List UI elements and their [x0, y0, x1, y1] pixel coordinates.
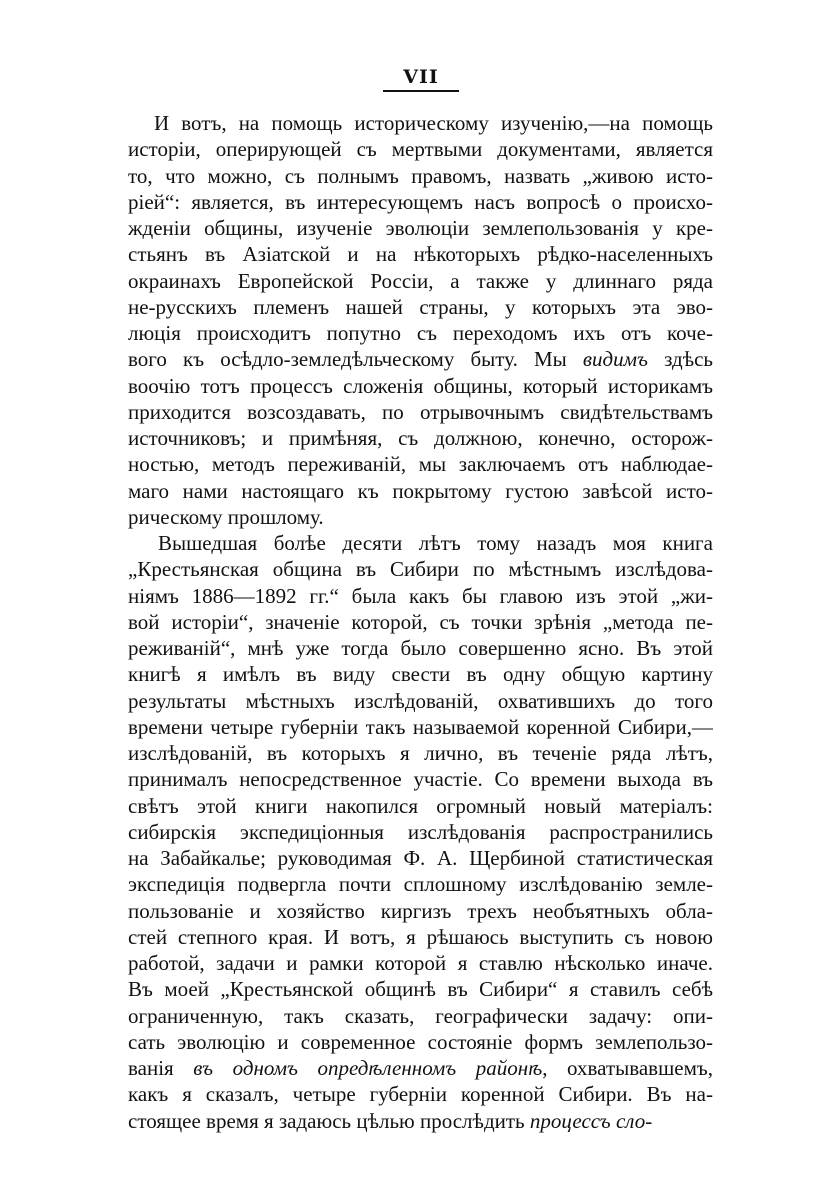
text-segment: окраинахъ Европейской Россіи, а также у длиннаго ряда: [128, 268, 713, 293]
text-line: [128, 189, 713, 215]
text-segment: стьянъ въ Азіатской и на нѣкоторыхъ рѣдко-населенныхъ: [128, 242, 713, 267]
text-line: [128, 845, 713, 871]
text-segment: не-русскихъ племенъ нашей страны, у которыхъ эта эво-: [128, 294, 713, 319]
page-number: VII: [403, 66, 439, 88]
text-line: [128, 766, 713, 792]
text-line: [128, 871, 713, 897]
text-line: [128, 714, 713, 740]
text-line: [128, 268, 713, 294]
text-segment: ностью, методъ переживаній, мы заключаемъ отъ наблюдае-: [128, 452, 713, 477]
text-line: [128, 950, 713, 976]
text-line: [128, 425, 713, 451]
text-line: [128, 215, 713, 241]
header-rule: [383, 90, 459, 92]
text-line: [128, 609, 713, 635]
text-segment: на Забайкалье; руководимая Ф. А. Щербиной статистическая: [128, 846, 713, 870]
italic-text: въ одномъ опредѣленномъ районѣ: [193, 1056, 543, 1080]
text-segment: то, что можно, съ полнымъ правомъ, назвать „живою исто-: [128, 163, 713, 188]
text-segment: стей степного края. И вотъ, я рѣшаюсь выступить съ новою: [128, 924, 713, 949]
text-segment: сать эволюцію и современное состояніе формъ землепользо-: [128, 1029, 713, 1054]
text-line: [128, 898, 713, 924]
text-segment: люція происходитъ попутно съ переходомъ ихъ отъ коче-: [128, 321, 713, 345]
text-line: [128, 1029, 713, 1055]
text-line: [128, 504, 713, 530]
text-line: [128, 793, 713, 819]
italic-text: процессъ сло-: [529, 1108, 653, 1133]
text-line: [128, 241, 713, 267]
text-segment: пользованіе и хозяйство киргизъ трехъ необъятныхъ обла-: [128, 898, 713, 923]
text-segment: воочію тотъ процессъ сложенія общины, который историкамъ: [128, 373, 713, 398]
text-segment: жденіи общины, изученіе эволюціи землепользованія у кре-: [128, 216, 713, 240]
text-line: [128, 924, 713, 950]
text-line: [128, 451, 713, 477]
text-line: [128, 740, 713, 766]
text-segment: изслѣдованій, въ которыхъ я лично, въ теченіе ряда лѣтъ,: [128, 741, 713, 765]
text-line: [128, 373, 713, 399]
text-segment: свѣтъ этой книги накопился огромный новый матеріалъ:: [128, 793, 713, 818]
text-line: [128, 1003, 713, 1029]
text-segment: рическому прошлому.: [128, 504, 324, 529]
text-segment: исторіи, оперирующей съ мертвыми документами, является: [128, 137, 713, 162]
text-segment: сибирскія экспедиціонныя изслѣдованія распространились: [128, 819, 713, 844]
text-line: [128, 399, 713, 425]
text-line: [128, 136, 713, 162]
text-segment: „Крестьянская община въ Сибири по мѣстнымъ изслѣдова-: [128, 557, 713, 582]
text-line: [128, 819, 713, 845]
text-line: [128, 688, 713, 714]
text-segment: ограниченную, такъ сказать, географически задачу: опи-: [128, 1003, 713, 1028]
text-segment: приходится возсоздавать, по отрывочнымъ свидѣтельствамъ: [128, 399, 713, 424]
text-segment: ніямъ 1886—1892 гг.“ была какъ бы главою изъ этой „жи-: [128, 583, 713, 608]
text-segment: Въ моей „Крестьянской общинѣ въ Сибири“ я ставилъ себѣ: [128, 977, 713, 1002]
text-segment: здѣсь: [647, 347, 713, 372]
text-segment: работой, задачи и рамки которой я ставлю нѣсколько иначе.: [128, 951, 713, 975]
text-segment: И вотъ, на помощь историческому изученію,—на помощь: [154, 111, 713, 135]
text-line: [128, 163, 713, 189]
text-segment: источниковъ; и примѣняя, съ должною, конечно, осторож-: [128, 426, 713, 450]
text-line: [128, 320, 713, 346]
text-segment: вого къ осѣдло-земледѣльческому быту. Мы: [128, 347, 583, 372]
text-line: [128, 346, 713, 372]
text-segment: ванія: [128, 1056, 194, 1080]
text-line: [128, 294, 713, 320]
text-line: [128, 110, 713, 136]
text-segment: , охватывавшемъ,: [542, 1056, 713, 1080]
text-line: [128, 530, 713, 556]
text-line: [128, 556, 713, 582]
text-segment: маго нами настоящаго къ покрытому густою завѣсой исто-: [128, 478, 713, 503]
text-line: [128, 583, 713, 609]
italic-text: видимъ: [582, 347, 648, 372]
text-line: [128, 1055, 713, 1081]
text-segment: принималъ непосредственное участіе. Со времени выхода въ: [128, 767, 713, 792]
text-line: [128, 478, 713, 504]
text-segment: времени четыре губерніи такъ называемой коренной Сибири,—: [128, 714, 713, 739]
text-segment: ріей“: является, въ интересующемъ насъ вопросѣ о происхо-: [128, 189, 713, 214]
text-line: [128, 661, 713, 687]
text-segment: результаты мѣстныхъ изслѣдованій, охватившихъ до того: [128, 688, 713, 713]
text-line: [128, 1081, 713, 1107]
text-segment: какъ я сказалъ, четыре губерніи коренной Сибири. Въ на-: [128, 1082, 713, 1107]
text-segment: книгѣ я имѣлъ въ виду свести въ одну общую картину: [128, 662, 713, 687]
text-segment: стоящее время я задаюсь цѣлью прослѣдить: [128, 1108, 530, 1133]
text-line: [128, 976, 713, 1002]
text-segment: Вышедшая болѣе десяти лѣтъ тому назадъ моя книга: [158, 531, 713, 555]
body-text: [128, 110, 713, 1134]
text-line: [128, 1108, 713, 1134]
text-segment: реживаній“, мнѣ уже тогда было совершенно ясно. Въ этой: [128, 636, 713, 660]
text-line: [128, 635, 713, 661]
text-segment: вой исторіи“, значеніе которой, съ точки зрѣнія „метода пе-: [128, 609, 713, 634]
text-segment: экспедиція подвергла почти сплошному изслѣдованію земле-: [128, 872, 713, 897]
